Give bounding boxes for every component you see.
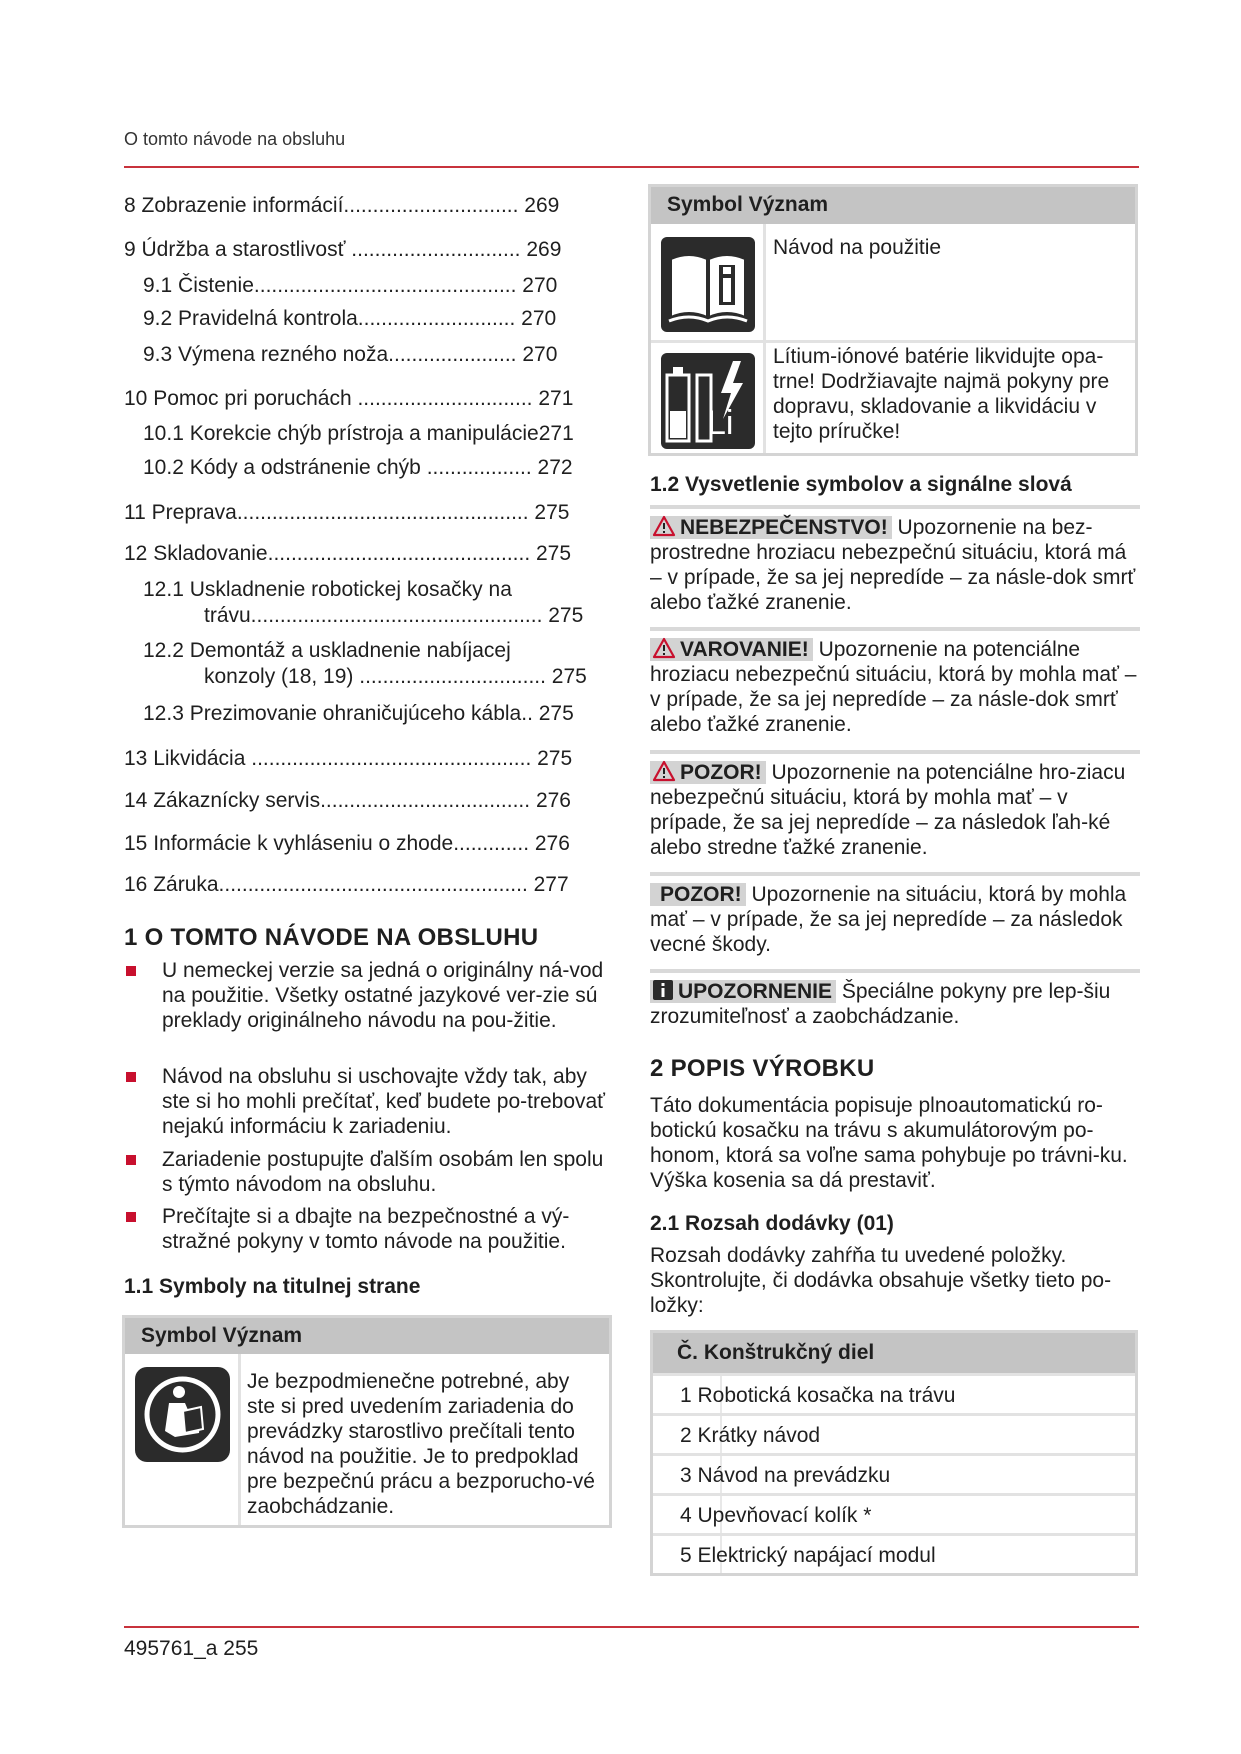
table-header: Č. Konštrukčný diel	[653, 1333, 1135, 1373]
toc-entry[interactable]: 10.2 Kódy a odstránenie chýb .................. 272	[143, 456, 573, 479]
section-1-heading: 1 O TOMTO NÁVODE NA OBSLUHU	[124, 924, 539, 951]
page-header-title: O tomto návode na obsluhu	[124, 129, 346, 149]
manual-info-icon	[661, 237, 755, 332]
signal-text: Špeciálne pokyny pre lep-šiu zrozumiteľnosť a zaobchádzanie.	[650, 980, 1111, 1028]
symbol-meaning-table	[648, 184, 1138, 456]
signal-note	[650, 979, 1140, 1029]
bullet-square-icon	[126, 1155, 136, 1165]
toc-entry-continued[interactable]: konzoly (18, 19) ................................ 275	[204, 665, 587, 688]
divider	[650, 750, 1140, 754]
page-footer: 495761_a 255	[124, 1637, 259, 1660]
divider	[650, 505, 1140, 509]
divider	[650, 872, 1140, 876]
bullet-square-icon	[126, 1072, 136, 1082]
table-row: 5 Elektrický napájací modul	[653, 1533, 1135, 1573]
toc-entry[interactable]: 12.3 Prezimovanie ohraničujúceho kábla.. 275	[143, 702, 574, 725]
section-1-1-heading: 1.1 Symboly na titulnej strane	[124, 1275, 421, 1298]
signal-text: Upozornenie na potenciálne hro-ziacu nebezpečnú situáciu, ktorá by mohla mať – v prípade, že sa jej nepredíde – za následok ľah-ké alebo stredne ťažké zranenie.	[650, 761, 1126, 859]
section-2-text: Táto dokumentácia popisuje plnoautomatickú ro-botickú kosačku na trávu s akumulátorovým po-honom, ktorá sa voľne sama pohybuje po trávni-ku. Výška kosenia sa dá prestaviť.	[650, 1094, 1128, 1192]
symbol-meaning-text: Návod na použitie	[773, 236, 942, 259]
toc-entry[interactable]: 11 Preprava.................................................. 275	[124, 501, 570, 524]
table-header: Symbol Význam	[125, 1318, 609, 1354]
symbol-description: Je bezpodmienečne potrebné, aby ste si pred uvedením zariadenia do prevádzky starostlivo prečítali tento návod na použitie. Je to predpoklad pre bezpečnú prácu a bezporucho-vé zaobchádzanie.	[247, 1370, 595, 1518]
header-rule	[124, 166, 1139, 168]
signal-word-badge: UPOZORNENIE	[650, 980, 836, 1003]
signal-caution	[650, 760, 1140, 860]
signal-danger	[650, 515, 1140, 615]
table-column-divider	[763, 224, 766, 453]
divider	[650, 627, 1140, 631]
table-row: 1 Robotická kosačka na trávu	[653, 1373, 1135, 1413]
section-2-heading: 2 POPIS VÝROBKU	[650, 1055, 875, 1082]
section-1-2-heading: 1.2 Vysvetlenie symbolov a signálne slová	[650, 473, 1072, 496]
footer-rule	[124, 1626, 1139, 1628]
table-header: Symbol Význam	[651, 187, 1135, 224]
warning-triangle-icon	[652, 515, 676, 537]
table-row-divider	[651, 340, 1135, 343]
table-row: 3 Návod na prevádzku	[653, 1453, 1135, 1493]
table-row: 4 Upevňovací kolík *	[653, 1493, 1135, 1533]
toc-entry[interactable]: 12 Skladovanie............................................. 275	[124, 542, 572, 565]
signal-warning	[650, 637, 1140, 737]
signal-text: Upozornenie na bez-prostredne hroziacu nebezpečnú situáciu, ktorá má – v prípade, že sa jej nepredíde – za násle-dok smrť alebo ťažké zranenie.	[650, 516, 1136, 614]
signal-text: Upozornenie na situáciu, ktorá by mohla mať – v prípade, že sa jej nepredíde – za následok vecné škody.	[650, 883, 1127, 956]
delivery-scope-table	[650, 1330, 1138, 1576]
title-symbols-table	[122, 1315, 612, 1528]
li-label: Li	[707, 404, 734, 442]
read-manual-icon	[135, 1367, 230, 1462]
signal-text: Upozornenie na potenciálne hroziacu nebezpečnú situáciu, ktorá by mohla mať – v prípade, že sa jej nepredíde – za násle-dok smrť alebo ťažké zranenie.	[650, 638, 1137, 736]
toc-entry[interactable]: 12.1 Uskladnenie robotickej kosačky na	[143, 578, 512, 601]
bullet-square-icon	[126, 966, 136, 976]
toc-entry-continued[interactable]: trávu.................................................. 275	[204, 604, 584, 627]
bullet-text: Prečítajte si a dbajte na bezpečnostné a vý-stražné pokyny v tomto návode na použitie.	[162, 1205, 570, 1253]
warning-triangle-icon	[652, 760, 676, 782]
section-2-1-heading: 2.1 Rozsah dodávky (01)	[650, 1212, 894, 1235]
section-2-1-text: Rozsah dodávky zahŕňa tu uvedené položky. Skontrolujte, či dodávka obsahuje všetky tieto po-ložky:	[650, 1244, 1112, 1317]
toc-entry[interactable]: 9.1 Čistenie............................................. 270	[143, 274, 558, 297]
bullet-square-icon	[126, 1212, 136, 1222]
divider	[650, 969, 1140, 973]
toc-entry[interactable]: 14 Zákaznícky servis.................................... 276	[124, 789, 571, 812]
toc-entry[interactable]: 9.2 Pravidelná kontrola........................... 270	[143, 307, 557, 330]
signal-word-badge: NEBEZPEČENSTVO!	[650, 516, 892, 539]
toc-entry[interactable]: 12.2 Demontáž a uskladnenie nabíjacej	[143, 639, 511, 662]
signal-word-badge: POZOR!	[650, 883, 746, 906]
bullet-text: Návod na obsluhu si uschovajte vždy tak, aby ste si ho mohli prečítať, keď budete po-trebovať nejakú informáciu k zariadeniu.	[162, 1065, 606, 1138]
toc-entry[interactable]: 15 Informácie k vyhláseniu o zhode............. 276	[124, 832, 570, 855]
signal-notice	[650, 882, 1140, 957]
signal-word-badge: POZOR!	[650, 761, 766, 784]
toc-entry[interactable]: 9 Údržba a starostlivosť ............................. 269	[124, 238, 562, 261]
table-row: 2 Krátky návod	[653, 1413, 1135, 1453]
toc-entry[interactable]: 10 Pomoc pri poruchách .............................. 271	[124, 387, 574, 410]
signal-word-badge: VAROVANIE!	[650, 638, 813, 661]
bullet-text: U nemeckej verzie sa jedná o originálny ná-vod na použitie. Všetky ostatné jazykové ver-zie sú preklady originálneho návodu na pou-žitie.	[162, 959, 604, 1032]
toc-entry[interactable]: 13 Likvidácia ................................................ 275	[124, 747, 573, 770]
info-icon	[652, 979, 674, 1001]
warning-triangle-icon	[652, 637, 676, 659]
toc-entry[interactable]: 8 Zobrazenie informácií.............................. 269	[124, 194, 560, 217]
symbol-meaning-text: Lítium-iónové batérie likvidujte opa-trne! Dodržiavajte najmä pokyny pre dopravu, skladovanie a likvidáciu v tejto príručke!	[773, 345, 1110, 443]
toc-entry[interactable]: 16 Záruka..................................................... 277	[124, 873, 569, 896]
bullet-text: Zariadenie postupujte ďalším osobám len spolu s týmto návodom na obsluhu.	[162, 1148, 604, 1196]
toc-entry[interactable]: 9.3 Výmena rezného noža...................... 270	[143, 343, 558, 366]
table-column-divider	[238, 1354, 241, 1525]
lithium-battery-icon	[661, 353, 755, 449]
toc-entry[interactable]: 10.1 Korekcie chýb prístroja a manipulácie271	[143, 422, 574, 445]
